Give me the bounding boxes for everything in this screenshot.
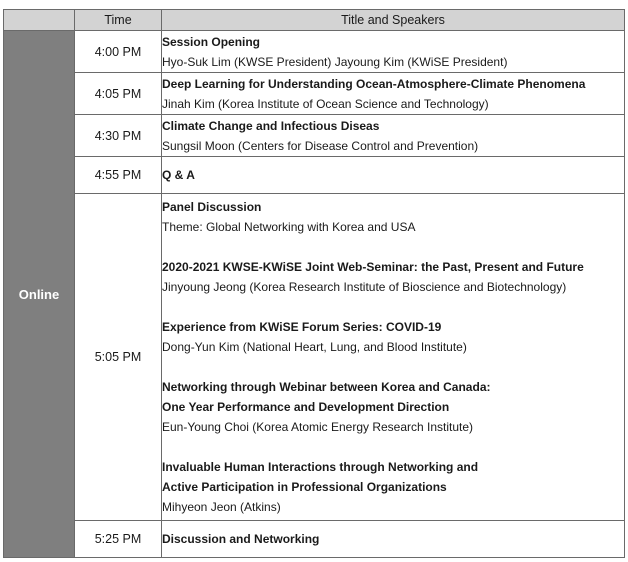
table-row xyxy=(4,194,625,521)
speaker-line: Mihyeon Jeon (Atkins) xyxy=(162,500,281,514)
session-title: Invaluable Human Interactions through Networking and xyxy=(162,460,479,474)
time-cell: 5:05 PM xyxy=(75,194,162,521)
speaker-line: Jinah Kim (Korea Institute of Ocean Science and Technology) xyxy=(162,96,489,111)
speaker-line: Jinyoung Jeong (Korea Research Institute of Bioscience and Biotechnology) xyxy=(162,280,567,294)
session-title: 2020-2021 KWSE-KWiSE Joint Web-Seminar: the Past, Present and Future xyxy=(162,260,584,274)
session-title: Q & A xyxy=(162,168,195,182)
session-title: Session Opening xyxy=(162,34,261,49)
speaker-line: Dong-Yun Kim (National Heart, Lung, and Blood Institute) xyxy=(162,340,467,354)
time-header: Time xyxy=(75,10,162,31)
content-cell xyxy=(162,73,625,115)
time-cell: 4:30 PM xyxy=(75,115,162,157)
speaker-line: Sungsil Moon (Centers for Disease Control and Prevention) xyxy=(162,138,479,153)
content-cell xyxy=(162,521,625,558)
table-row xyxy=(4,157,625,194)
session-title: Panel Discussion xyxy=(162,200,262,214)
speaker-line: Hyo-Suk Lim (KWSE President) Jayoung Kim (KWiSE President) xyxy=(162,54,508,69)
theme-line: Theme: Global Networking with Korea and USA xyxy=(162,220,416,234)
content-cell xyxy=(162,31,625,73)
table-row xyxy=(4,521,625,558)
table-row xyxy=(4,31,625,73)
time-cell: 4:00 PM xyxy=(75,31,162,73)
table-row xyxy=(4,115,625,157)
mode-header xyxy=(4,10,75,31)
table-row xyxy=(4,73,625,115)
header-row xyxy=(4,10,625,31)
session-title: Experience from KWiSE Forum Series: COVID-19 xyxy=(162,320,442,334)
session-title-continued: One Year Performance and Development Direction xyxy=(162,400,450,414)
content-cell xyxy=(162,157,625,194)
session-title: Climate Change and Infectious Diseas xyxy=(162,118,380,133)
session-title: Networking through Webinar between Korea and Canada: xyxy=(162,380,491,394)
session-title: Discussion and Networking xyxy=(162,532,320,546)
content-cell xyxy=(162,115,625,157)
time-cell: 4:05 PM xyxy=(75,73,162,115)
content-cell xyxy=(162,194,625,521)
title-header: Title and Speakers xyxy=(162,10,625,31)
session-title: Deep Learning for Understanding Ocean-Atmosphere-Climate Phenomena xyxy=(162,76,586,91)
time-cell: 4:55 PM xyxy=(75,157,162,194)
schedule-table xyxy=(3,9,625,558)
speaker-line: Eun-Young Choi (Korea Atomic Energy Research Institute) xyxy=(162,420,474,434)
time-cell: 5:25 PM xyxy=(75,521,162,558)
mode-cell: Online xyxy=(4,31,75,558)
session-title-continued: Active Participation in Professional Organizations xyxy=(162,480,447,494)
